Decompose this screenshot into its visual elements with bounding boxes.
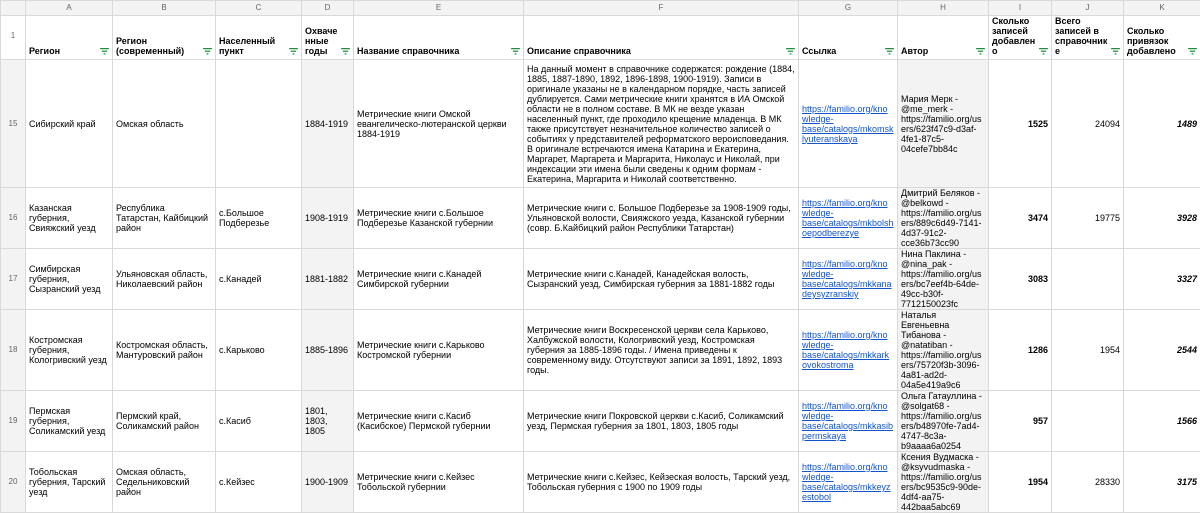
catalog-link[interactable]: https://familio.org/knowledge-base/catalogs/mkkarkovokostroma <box>802 330 889 370</box>
cell-modern[interactable]: Омская область <box>113 60 216 188</box>
row-number[interactable]: 15 <box>1 60 26 188</box>
cell-link[interactable] <box>799 310 898 391</box>
cell-name[interactable]: Метрические книги с.Кейзес Тобольской губернии <box>354 452 524 513</box>
cell-desc[interactable]: Метрические книги Воскресенской церкви села Карьково, Халбужской волости, Кологривский уезд, Костромская губерния за 1885-1896 годы. / Имена приведены к современному виду. Отсутствуют записи за 1891, 1892, 1893 годы. <box>524 310 799 391</box>
cell-author[interactable]: Дмитрий Беляков - @belkowd - https://familio.org/users/889c6d49-7141-4d37-91c2-cce36b73cc90 <box>898 188 989 249</box>
header-cell[interactable] <box>898 16 989 60</box>
table-row <box>1 310 1200 391</box>
column-header-b[interactable]: B <box>113 1 216 16</box>
cell-total[interactable]: 19775 <box>1052 188 1124 249</box>
cell-author[interactable]: Нина Паклина - @nina_pak - https://familio.org/users/bc7eef4b-64de-49cc-b30f-7712150023fc <box>898 249 989 310</box>
catalog-link[interactable]: https://familio.org/knowledge-base/catalogs/mkkeyzestobol <box>802 462 891 502</box>
cell-added[interactable]: 1525 <box>989 60 1052 188</box>
cell-bindings[interactable]: 1489 <box>1124 60 1200 188</box>
cell-link[interactable] <box>799 249 898 310</box>
cell-link[interactable] <box>799 60 898 188</box>
catalog-link[interactable]: https://familio.org/knowledge-base/catalogs/mkbolshoepodberezye <box>802 198 894 238</box>
column-header-d[interactable]: D <box>302 1 354 16</box>
header-cell[interactable] <box>302 16 354 60</box>
cell-modern[interactable]: Омская область, Седельниковский район <box>113 452 216 513</box>
table-row <box>1 249 1200 310</box>
cell-name[interactable]: Метрические книги с.Канадей Симбирской губернии <box>354 249 524 310</box>
filter-icon[interactable] <box>289 48 298 55</box>
cell-years[interactable]: 1900-1909 <box>302 452 354 513</box>
cell-name[interactable]: Метрические книги с.Касиб (Касибское) Пермской губернии <box>354 391 524 452</box>
column-header-e[interactable]: E <box>354 1 524 16</box>
header-cell[interactable] <box>524 16 799 60</box>
filter-icon[interactable] <box>100 48 109 55</box>
cell-added[interactable]: 3083 <box>989 249 1052 310</box>
cell-desc[interactable]: Метрические книги с. Большое Подберезье за 1908-1909 годы, Ульяновской волости, Свияжского уезда, Казанской губернии (совр. Б.Кайбицкий район Республики Татарстан) <box>524 188 799 249</box>
column-header-c[interactable]: C <box>216 1 302 16</box>
filter-icon[interactable] <box>1039 48 1048 55</box>
cell-years[interactable]: 1908-1919 <box>302 188 354 249</box>
header-label: Сколько привязок добавлено <box>1127 26 1197 56</box>
cell-total[interactable]: 1954 <box>1052 310 1124 391</box>
cell-bindings[interactable]: 3175 <box>1124 452 1200 513</box>
row-number[interactable]: 17 <box>1 249 26 310</box>
header-label: Название справочника <box>357 46 520 56</box>
row-number[interactable]: 19 <box>1 391 26 452</box>
filter-icon[interactable] <box>1188 48 1197 55</box>
cell-region[interactable]: Костромская губерния, Кологривский уезд <box>26 310 113 391</box>
cell-link[interactable] <box>799 391 898 452</box>
header-cell[interactable] <box>113 16 216 60</box>
cell-name[interactable]: Метрические книги с.Карьково Костромской губернии <box>354 310 524 391</box>
column-header-h[interactable]: H <box>898 1 989 16</box>
header-cell[interactable] <box>26 16 113 60</box>
cell-author[interactable]: Ксения Вудмаска - @ksyvudmaska - https://familio.org/users/bc9535c9-90de-4df4-aa75-442baa5abc69 <box>898 452 989 513</box>
cell-place[interactable]: с.Канадей <box>216 249 302 310</box>
table-row <box>1 391 1200 452</box>
filter-icon[interactable] <box>976 48 985 55</box>
cell-region[interactable]: Казанская губерния, Свияжский уезд <box>26 188 113 249</box>
table-row <box>1 60 1200 188</box>
column-letters-row <box>1 1 1200 16</box>
cell-region[interactable]: Тобольская губерния, Тарский уезд <box>26 452 113 513</box>
filter-icon[interactable] <box>341 48 350 55</box>
cell-author[interactable]: Мария Мерк - @me_merk - https://familio.org/users/623f47c9-d3af-4fe1-87c5-04cefe7bb84c <box>898 60 989 188</box>
header-label: Регион (современный) <box>116 36 212 56</box>
cell-link[interactable] <box>799 188 898 249</box>
cell-desc[interactable]: На данный момент в справочнике содержатся: рождение (1884, 1885, 1887-1890, 1892, 1896-1898, 1900-1919). Записи в оригинале указаны не в календарном порядке, часть записей дублируется. Сами метрические книги хранятся в ИА Омской области не в полном составе. В МК не везде указан населенный пункт, где проходило крещение младенца. В МК также присутствует незначительное количество записей о событиях у представителей реформатского вероисповедания. В оригинале встречаются имена Катарина и Екатерина, Маргарет, Маргарета и Маргарита, Николаус и Николай, при индексации эти имена были сведены к одним формам - Екатерина, Маргарита и Николай соответственно. <box>524 60 799 188</box>
cell-region[interactable]: Симбирская губерния, Сызранский уезд <box>26 249 113 310</box>
cell-desc[interactable]: Метрические книги с.Кейзес, Кейзеская волость, Тарский уезд, Тобольская губерния с 1900 по 1909 годы <box>524 452 799 513</box>
cell-added[interactable]: 3474 <box>989 188 1052 249</box>
header-label: Всего записей в справочнике <box>1055 16 1120 56</box>
filter-icon[interactable] <box>203 48 212 55</box>
row-number[interactable]: 18 <box>1 310 26 391</box>
cell-bindings[interactable]: 3928 <box>1124 188 1200 249</box>
cell-total[interactable]: 24094 <box>1052 60 1124 188</box>
column-header-g[interactable]: G <box>799 1 898 16</box>
header-cell[interactable] <box>1124 16 1200 60</box>
cell-name[interactable]: Метрические книги Омской евангелическо-лютеранской церкви 1884-1919 <box>354 60 524 188</box>
header-label: Сколько записей добавлено <box>992 16 1048 56</box>
header-cell[interactable] <box>1052 16 1124 60</box>
filter-icon[interactable] <box>786 48 795 55</box>
header-label: Охваченные годы <box>305 26 350 56</box>
header-row <box>1 16 1200 60</box>
cell-years[interactable]: 1885-1896 <box>302 310 354 391</box>
column-header-a[interactable]: A <box>26 1 113 16</box>
cell-desc[interactable]: Метрические книги с.Канадей, Канадейская волость, Сызранский уезд, Симбирская губерния за 1881-1882 годы <box>524 249 799 310</box>
catalog-link[interactable]: https://familio.org/knowledge-base/catalogs/mkkasibpermskaya <box>802 401 893 441</box>
cell-total[interactable] <box>1052 391 1124 452</box>
column-header-i[interactable]: I <box>989 1 1052 16</box>
header-label: Ссылка <box>802 46 894 56</box>
cell-place[interactable]: с.Большое Подберезье <box>216 188 302 249</box>
header-label: Автор <box>901 46 985 56</box>
cell-place[interactable] <box>216 60 302 188</box>
catalog-link[interactable]: https://familio.org/knowledge-base/catalogs/mkomsklyuteranskaya <box>802 104 894 144</box>
column-header-f[interactable]: F <box>524 1 799 16</box>
cell-region[interactable]: Пермская губерния, Соликамский уезд <box>26 391 113 452</box>
filter-icon[interactable] <box>511 48 520 55</box>
cell-place[interactable]: с.Касиб <box>216 391 302 452</box>
filter-icon[interactable] <box>885 48 894 55</box>
header-cell[interactable] <box>989 16 1052 60</box>
header-label: Населенный пункт <box>219 36 298 56</box>
header-label: Регион <box>29 46 109 56</box>
filter-icon[interactable] <box>1111 48 1120 55</box>
cell-place[interactable]: с.Кейзес <box>216 452 302 513</box>
cell-bindings[interactable]: 2544 <box>1124 310 1200 391</box>
cell-added[interactable]: 957 <box>989 391 1052 452</box>
column-header-j[interactable]: J <box>1052 1 1124 16</box>
cell-added[interactable]: 1954 <box>989 452 1052 513</box>
cell-modern[interactable]: Ульяновская область, Николаевский район <box>113 249 216 310</box>
cell-author[interactable]: Наталья Евгеньевна Тибанова - @natatiban - https://familio.org/users/75720f3b-3096-4a81-ad2d-04a5e419a9c6 <box>898 310 989 391</box>
cell-desc[interactable]: Метрические книги Покровской церкви с.Касиб, Соликамский уезд, Пермская губерния за 1801, 1803, 1805 годы <box>524 391 799 452</box>
cell-total[interactable] <box>1052 249 1124 310</box>
header-cell[interactable] <box>216 16 302 60</box>
cell-modern[interactable]: Пермский край, Соликамский район <box>113 391 216 452</box>
select-all-corner[interactable] <box>1 1 26 16</box>
cell-modern[interactable]: Костромская область, Мантуровский район <box>113 310 216 391</box>
cell-bindings[interactable]: 3327 <box>1124 249 1200 310</box>
cell-years[interactable]: 1884-1919 <box>302 60 354 188</box>
row-number[interactable]: 16 <box>1 188 26 249</box>
catalog-link[interactable]: https://familio.org/knowledge-base/catalogs/mkkanadeysyzranskiy <box>802 259 892 299</box>
header-cell[interactable] <box>354 16 524 60</box>
table-row <box>1 452 1200 513</box>
cell-region[interactable]: Сибирский край <box>26 60 113 188</box>
column-header-k[interactable]: K <box>1124 1 1200 16</box>
row-number[interactable]: 1 <box>1 16 26 60</box>
cell-total[interactable]: 28330 <box>1052 452 1124 513</box>
table-row <box>1 188 1200 249</box>
cell-link[interactable] <box>799 452 898 513</box>
cell-place[interactable]: с.Карьково <box>216 310 302 391</box>
cell-author[interactable]: Ольга Гатауллина - @solgat68 - https://familio.org/users/b48970fe-7ad4-4747-8c3a-b9aaaa6a0254 <box>898 391 989 452</box>
cell-years[interactable]: 1881-1882 <box>302 249 354 310</box>
row-number[interactable]: 20 <box>1 452 26 513</box>
header-cell[interactable] <box>799 16 898 60</box>
cell-name[interactable]: Метрические книги с.Большое Подберезье Казанской губернии <box>354 188 524 249</box>
cell-years[interactable]: 1801, 1803, 1805 <box>302 391 354 452</box>
cell-added[interactable]: 1286 <box>989 310 1052 391</box>
cell-modern[interactable]: Республика Татарстан, Кайбицкий район <box>113 188 216 249</box>
cell-bindings[interactable]: 1566 <box>1124 391 1200 452</box>
header-label: Описание справочника <box>527 46 795 56</box>
